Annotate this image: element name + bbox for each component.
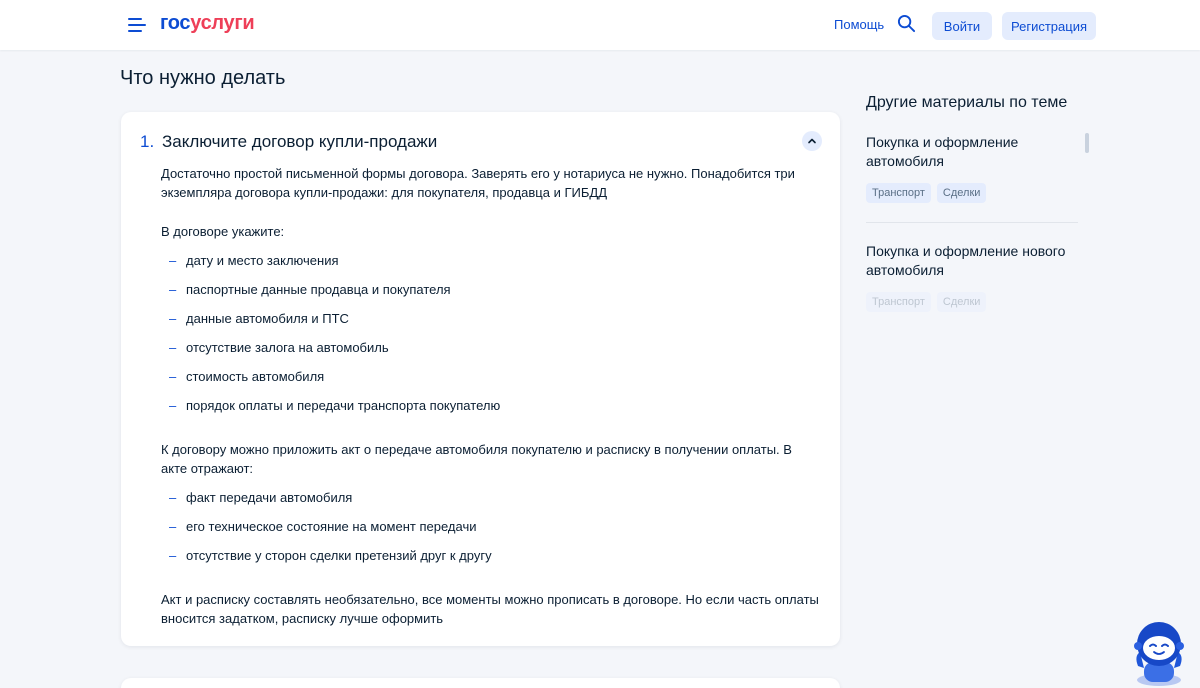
step-title[interactable]: Заключите договор купли-продажи (162, 132, 438, 151)
step-content (161, 164, 821, 628)
tag-deals[interactable]: Сделки (937, 292, 987, 312)
step-card (121, 112, 840, 646)
tag-list (866, 292, 1078, 312)
tag-deals[interactable]: Сделки (937, 183, 987, 203)
tag-transport[interactable]: Транспорт (866, 183, 931, 203)
intro-text: Достаточно простой письменной формы договора. Заверять его у нотариуса не нужно. Понадобится три экземпляра договора купли-продажи: для покупателя, продавца и ГИБДД (161, 166, 795, 200)
tag-transport[interactable]: Транспорт (866, 292, 931, 312)
list-item: – отсутствие у сторон сделки претензий друг к другу (161, 546, 821, 575)
contract-heading: В договоре укажите: (161, 224, 285, 239)
outro-text: Акт и расписку составлять необязательно, все моменты можно прописать в договоре. Но если часть оплаты вносится задатком, расписку лучше оформить (161, 592, 819, 626)
related-item-title[interactable]: Покупка и оформление автомобиля (866, 134, 1019, 169)
robot-assistant-icon[interactable] (1124, 618, 1194, 688)
page-title: Что нужно делать (120, 67, 286, 89)
related-item (866, 242, 1078, 312)
chevron-up-icon (807, 136, 817, 146)
list-item: – порядок оплаты и передачи транспорта покупателю (161, 396, 821, 425)
gosuslugi-logo[interactable]: госуслуги (160, 12, 255, 34)
list-item: – дату и место заключения (161, 251, 821, 280)
act-items-list (161, 488, 821, 575)
list-item: – данные автомобиля и ПТС (161, 309, 821, 338)
step-number: 1. (140, 132, 155, 151)
list-item: – стоимость автомобиля (161, 367, 821, 396)
login-button[interactable]: Войти (932, 12, 992, 40)
collapse-button[interactable] (802, 131, 822, 151)
contract-items-list (161, 251, 821, 425)
act-text: К договору можно приложить акт о передаче автомобиля покупателю и расписку в получении оплаты. В акте отражают: (161, 442, 792, 476)
site-header (0, 0, 1200, 50)
list-item: – его техническое состояние на момент передачи (161, 517, 821, 546)
hamburger-menu-icon[interactable] (128, 18, 146, 32)
related-item (866, 133, 1078, 203)
related-item-title[interactable]: Покупка и оформление нового автомобиля (866, 243, 1066, 278)
sidebar-scrollbar[interactable] (1085, 133, 1089, 153)
register-button[interactable]: Регистрация (1002, 12, 1096, 40)
help-link[interactable]: Помощь (834, 17, 885, 32)
related-materials-title: Другие материалы по теме (866, 94, 1068, 111)
divider (866, 222, 1078, 223)
list-item: – отсутствие залога на автомобиль (161, 338, 821, 367)
list-item: – паспортные данные продавца и покупателя (161, 280, 821, 309)
search-icon[interactable] (897, 14, 916, 33)
tag-list (866, 183, 1078, 203)
next-step-card (121, 678, 840, 688)
list-item: – факт передачи автомобиля (161, 488, 821, 517)
